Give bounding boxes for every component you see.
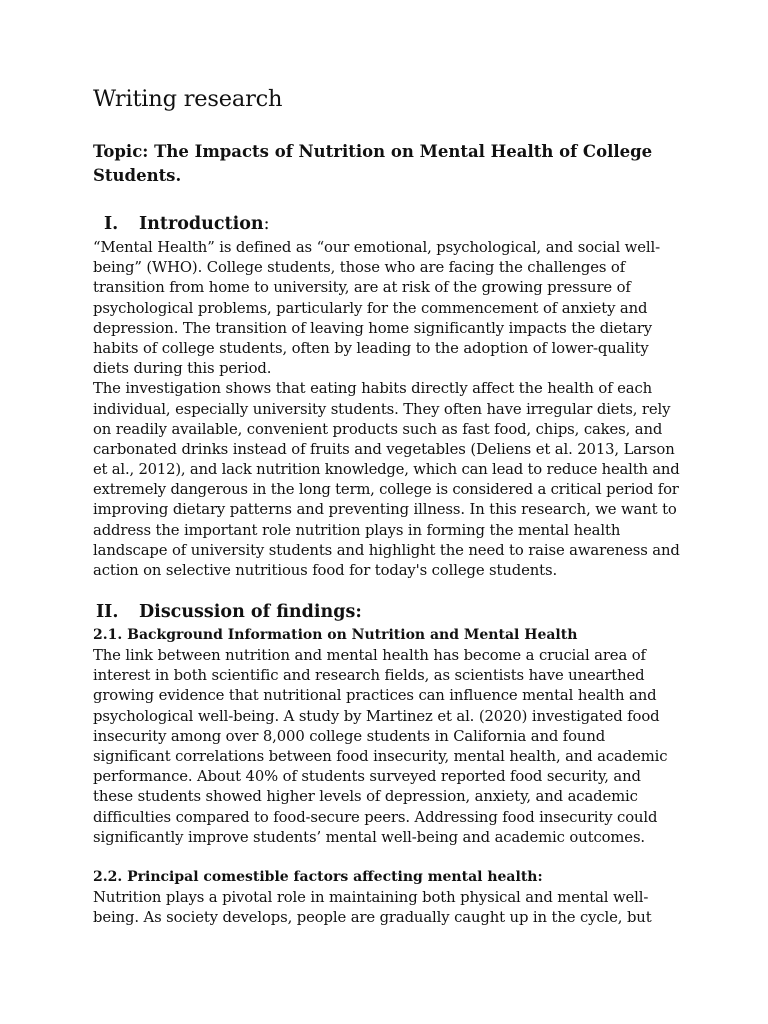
paragraph-line: significant correlations between food insecurity, mental health, and academic [93, 747, 668, 765]
paragraph-line: depression. The transition of leaving home significantly impacts the dietary [93, 319, 653, 337]
paragraph-line: et al., 2012), and lack nutrition knowledge, which can lead to reduce health and [93, 461, 680, 479]
paragraph-line: address the important role nutrition plays in forming the mental health [93, 521, 621, 539]
paragraph-line: performance. About 40% of students surveyed reported food security, and [93, 768, 641, 786]
paragraph-line: “Mental Health” is defined as “our emotional, psychological, and social well- [93, 239, 660, 256]
paragraph-line: on readily available, convenient products such as fast food, chips, cakes, and [93, 420, 663, 438]
paragraph-line: being. As society develops, people are gradually caught up in the cycle, but [93, 909, 652, 927]
paragraph-line: The investigation shows that eating habits directly affect the health of each [93, 380, 653, 398]
paragraph-line: The link between nutrition and mental health has become a crucial area of [93, 647, 646, 664]
paragraph-line: insecurity among over 8,000 college students in California and found [93, 727, 606, 745]
subsection-heading-background: 2.1. Background Information on Nutrition and Mental Health [93, 627, 578, 643]
paragraph-line: Nutrition plays a pivotal role in maintaining both physical and mental well- [93, 889, 649, 906]
paragraph-line: psychological problems, particularly for the commencement of anxiety and [93, 299, 648, 317]
section-heading-introduction [93, 214, 270, 234]
paragraph-line: significantly improve students’ mental well-being and academic outcomes. [93, 828, 646, 846]
paragraph-line: being” (WHO). College students, those who are facing the challenges of [93, 259, 626, 277]
introduction-body [93, 238, 683, 581]
section-title-colon: : [263, 214, 270, 234]
paragraph-line: individual, especially university students. They often have irregular diets, rely [93, 400, 671, 418]
paragraph-line: transition from home to university, are at risk of the growing pressure of [93, 279, 631, 297]
paragraph-line: habits of college students, often by leading to the adoption of lower-quality [93, 339, 649, 357]
section-heading-discussion [93, 602, 362, 622]
section-title: Discussion of findings: [139, 602, 362, 622]
paragraph-line: carbonated drinks instead of fruits and vegetables (Deliens et al. 2013, Larson [93, 440, 675, 458]
paragraph-line: landscape of university students and highlight the need to raise awareness and [93, 541, 680, 559]
document-title: Writing research [93, 86, 283, 112]
paragraph-line: growing evidence that nutritional practices can influence mental health and [93, 687, 657, 705]
background-body [93, 646, 683, 848]
section-title: Introduction [139, 214, 264, 234]
paragraph-line: improving dietary patterns and preventing illness. In this research, we want to [93, 501, 677, 519]
topic-heading: Topic: The Impacts of Nutrition on Mental Health of College Students. [93, 142, 653, 185]
paragraph-line: diets during this period. [93, 360, 272, 378]
paragraph-line: these students showed higher levels of depression, anxiety, and academic [93, 788, 638, 806]
section-numeral: I. [104, 214, 119, 234]
paragraph-line: interest in both scientific and research fields, as scientists have unearthed [93, 667, 645, 685]
comestible-factors-body [93, 888, 683, 928]
paragraph-line: extremely dangerous in the long term, college is considered a critical period for [93, 481, 679, 499]
subsection-heading-comestible-factors: 2.2. Principal comestible factors affecting mental health: [93, 869, 543, 885]
paragraph-line: psychological well-being. A study by Martinez et al. (2020) investigated food [93, 707, 660, 725]
paragraph-line: difficulties compared to food-secure peers. Addressing food insecurity could [93, 808, 658, 826]
section-numeral: II. [96, 602, 119, 622]
paragraph-line: action on selective nutritious food for today's college students. [93, 562, 558, 579]
